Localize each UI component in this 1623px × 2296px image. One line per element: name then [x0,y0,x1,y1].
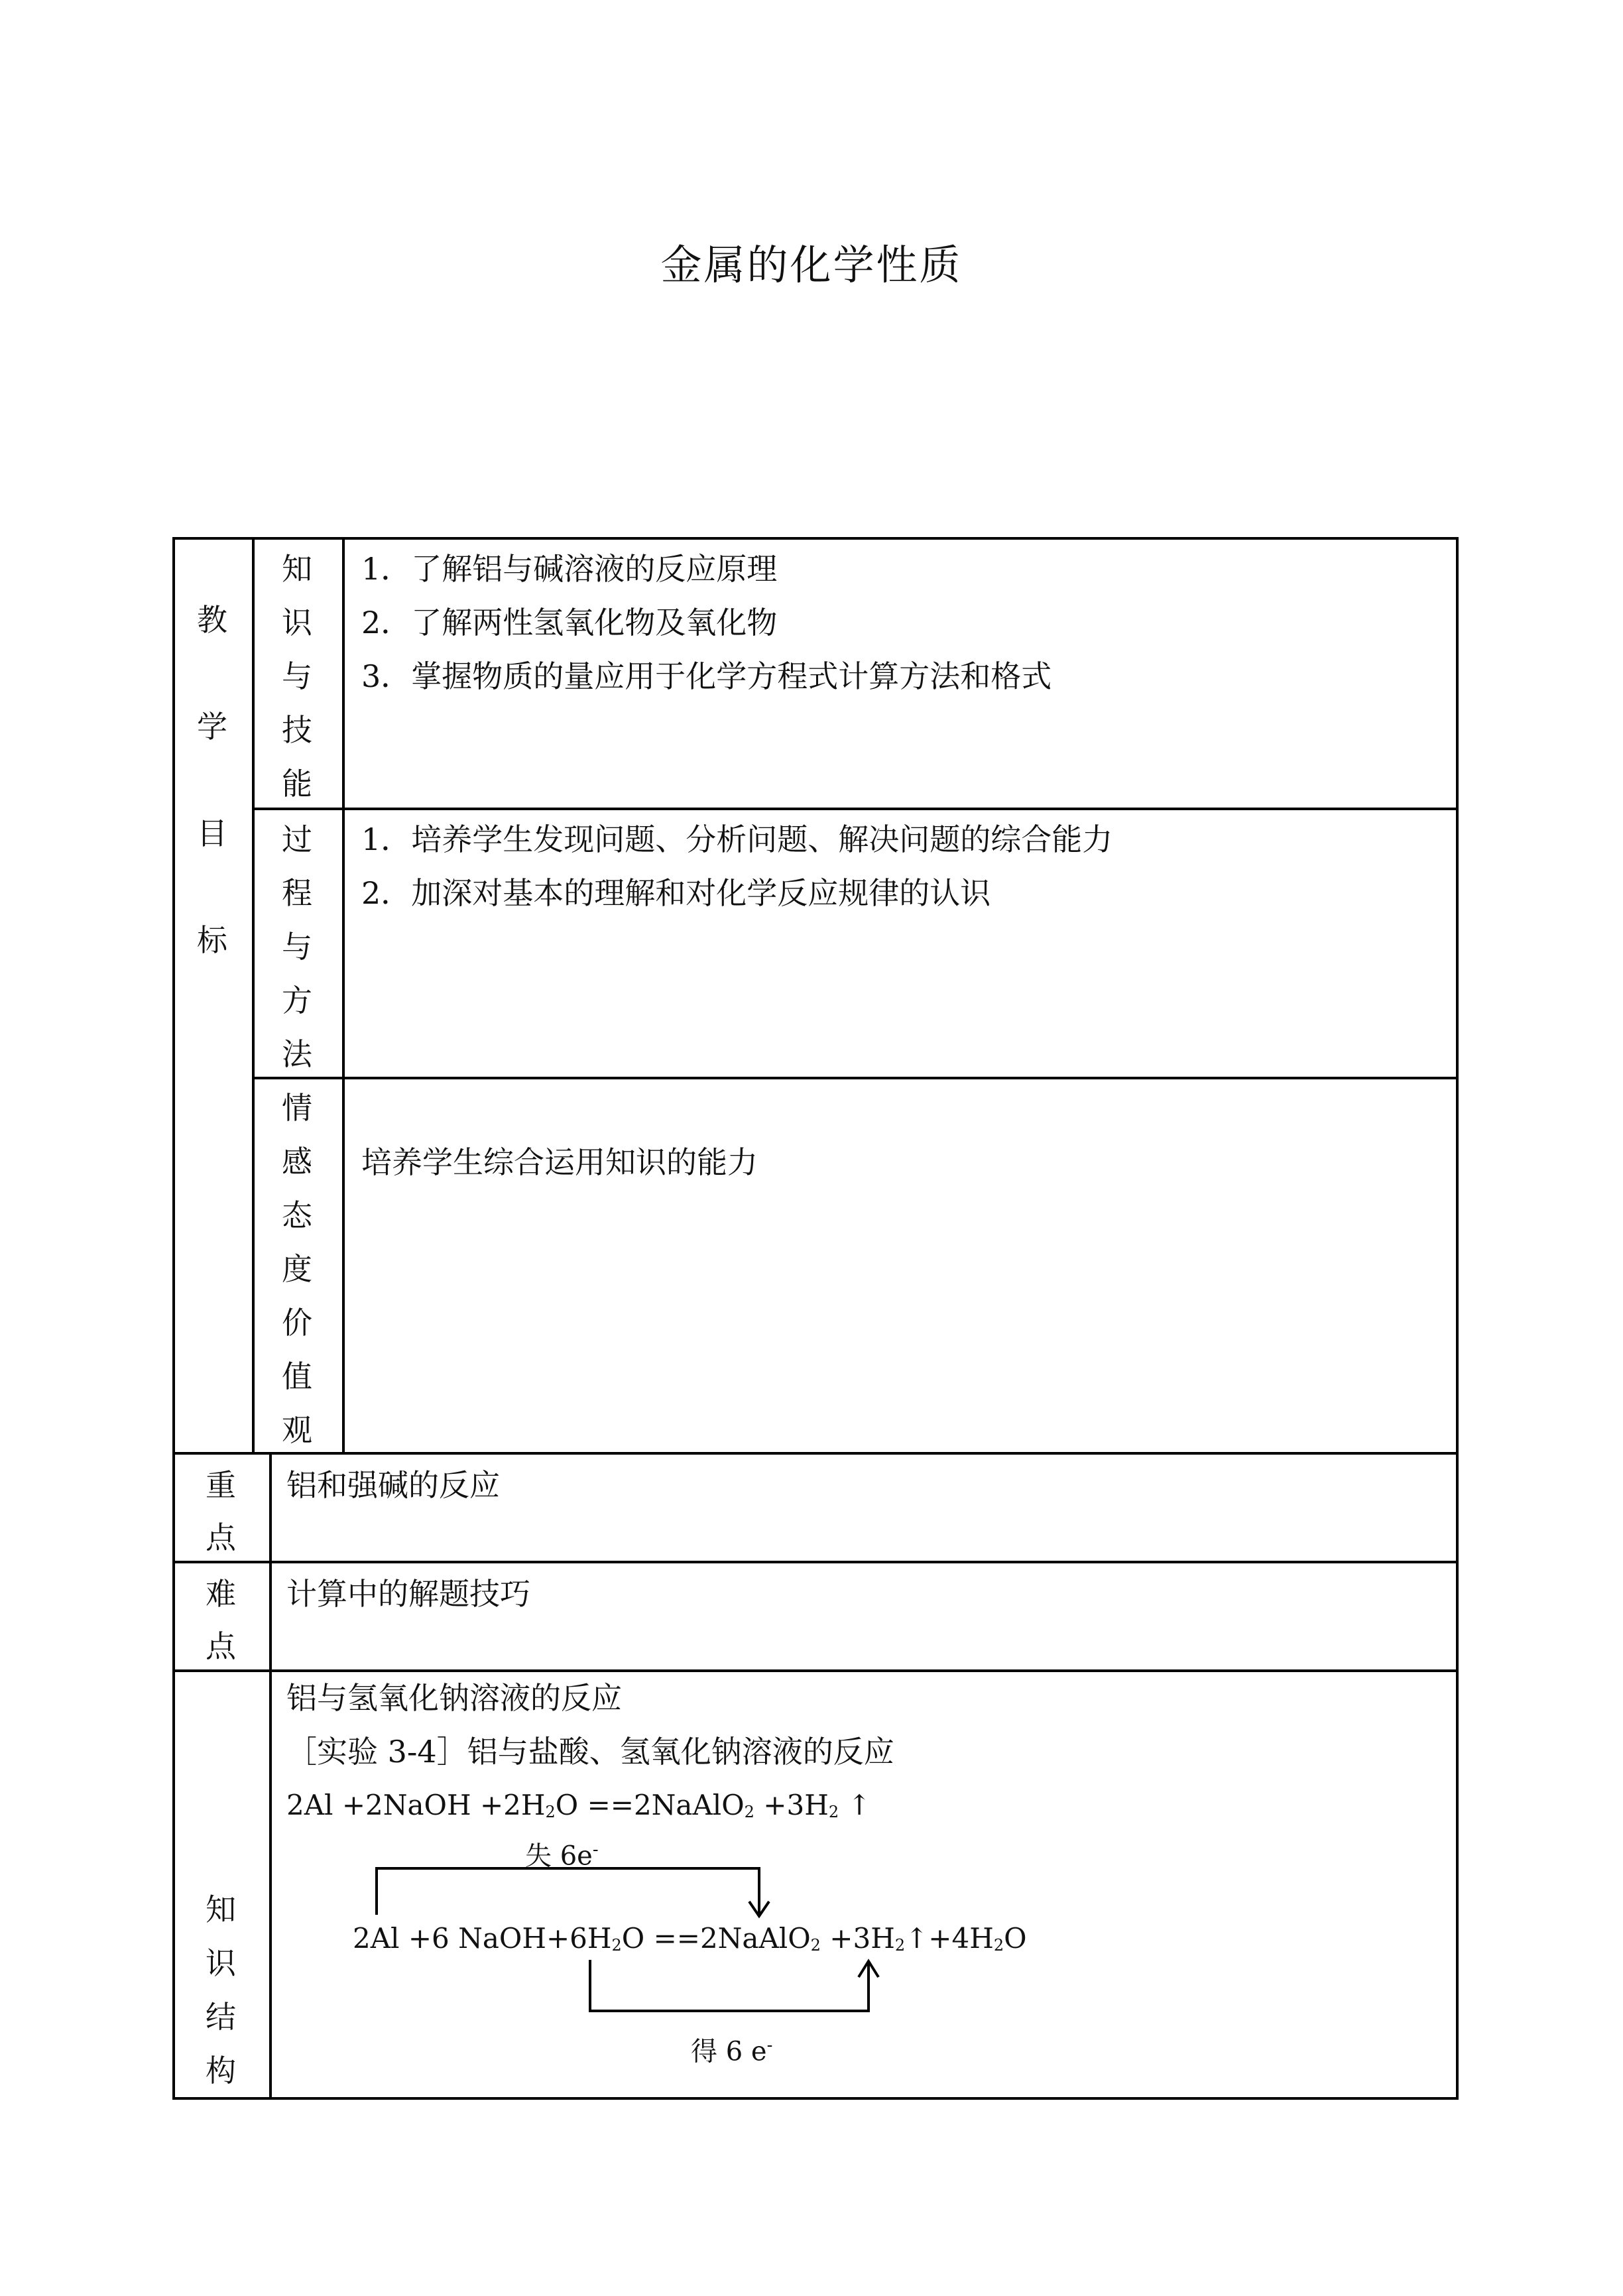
process-item: 2．加深对基本的理解和对化学反应规律的认识 [361,875,991,911]
key-point-label-char: 点 [206,1520,236,1555]
emotion-text: 培养学生综合运用知识的能力 [361,1144,758,1180]
knowledge-label-char: 能 [282,766,312,802]
page-title: 金属的化学性质 [660,241,963,289]
knowledge-label-char: 技 [282,712,312,748]
redox-equation: 2Al +6 $NaOH+6H_2O$ ==2NaAlO$_2$ $+3H_2↑+4H_2O$ [353,1922,1027,1955]
electron-lose-label: 失 6e- [525,1840,599,1872]
gain-electron-arrow [590,1960,878,2011]
structure-line-1: 铝与氢氧化钠溶液的反应 [286,1680,622,1716]
process-label-char: 程 [282,875,312,911]
lose-electron-arrow [377,1868,769,1916]
difficulty-label-char: 难 [206,1576,236,1612]
process-label-char: 方 [282,983,312,1018]
electron-gain-label: 得 6 e- [691,2035,773,2067]
key-point-label-char: 重 [206,1467,236,1503]
objectives-label-char: 学 [197,709,227,745]
knowledge-label-char: 知 [282,551,312,587]
knowledge-label-char: 识 [282,605,312,640]
emotion-label-char: 价 [282,1305,312,1341]
structure-line-2: ［实验 3-4］铝与盐酸、氢氧化钠溶液的反应 [286,1734,894,1770]
emotion-label-char: 观 [282,1412,312,1448]
structure-label-char: 知 [206,1892,236,1927]
knowledge-item: 1．了解铝与碱溶液的反应原理 [361,551,778,587]
process-item: 1．培养学生发现问题、分析问题、解决问题的综合能力 [361,821,1113,857]
emotion-label-char: 值 [282,1359,312,1394]
structure-label-char: 构 [206,2053,236,2088]
knowledge-item: 2．了解两性氢氧化物及氧化物 [361,605,778,640]
emotion-label-char: 感 [282,1144,312,1179]
structure-label-char: 识 [206,1945,236,1981]
objectives-label-char: 目 [197,816,227,851]
emotion-label-char: 情 [282,1090,312,1126]
objectives-label-char: 标 [197,922,227,958]
emotion-label-char: 态 [282,1197,312,1233]
process-label-char: 与 [282,929,312,965]
difficulty-text: 计算中的解题技巧 [286,1576,530,1612]
knowledge-label-char: 与 [282,658,312,694]
reaction-equation: 2Al +2NaOH $+2H_2O$ ==2NaAlO$_2$ $+3H_2$ ↑ [286,1789,871,1821]
process-label-char: 过 [282,821,312,857]
difficulty-label-char: 点 [206,1628,236,1664]
process-label-char: 法 [282,1036,312,1072]
knowledge-item: 3．掌握物质的量应用于化学方程式计算方法和格式 [361,658,1052,694]
objectives-label-char: 教 [197,602,227,638]
emotion-label-char: 度 [282,1251,312,1287]
key-point-text: 铝和强碱的反应 [286,1467,500,1503]
structure-label-char: 结 [206,1999,236,2035]
